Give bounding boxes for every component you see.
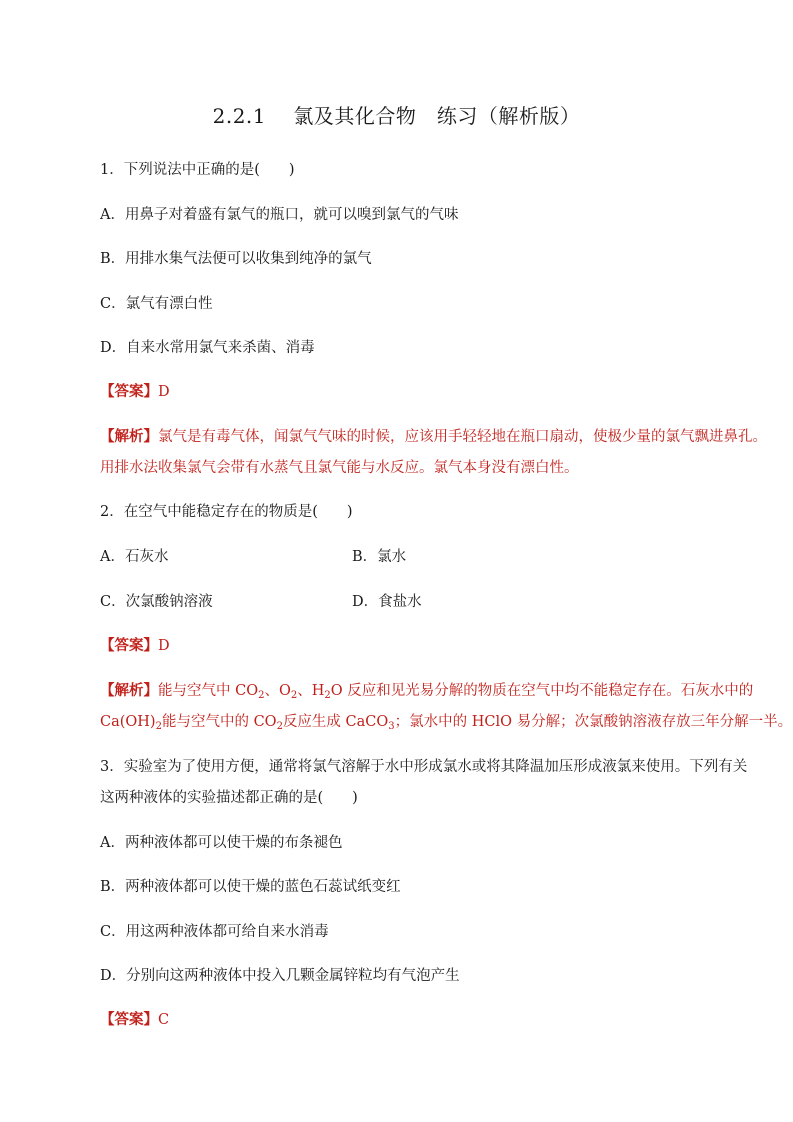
- q3-option-b: B．两种液体都可以使干燥的蓝色石蕊试纸变红: [100, 879, 401, 895]
- subscript: 2: [324, 690, 331, 701]
- answer-label: 【答案】: [100, 1011, 158, 1028]
- analysis-text: O 反应和见光易分解的物质在空气中均不能稳定存在。石灰水中的: [330, 683, 754, 699]
- page-title: 2.2.1 氯及其化合物 练习（解析版）: [212, 104, 581, 128]
- q3-answer: [100, 1008, 169, 1029]
- q2-stem: 2．在空气中能稳定存在的物质是( ): [100, 504, 353, 520]
- analysis-text: ；氯水中的 HClO 易分解；次氯酸钠溶液存放三年分解一半。: [394, 714, 793, 730]
- subscript: 2: [276, 721, 283, 732]
- analysis-text: 、H: [297, 683, 325, 699]
- q3-option-c: C．用这两种液体都可给自来水消毒: [100, 924, 329, 940]
- analysis-text: 能与空气中 CO: [158, 683, 259, 699]
- answer-value: D: [158, 638, 170, 654]
- answer-label: 【答案】: [100, 383, 158, 400]
- analysis-text: 反应生成 CaCO: [282, 714, 389, 730]
- q1-analysis-line-2: 用排水法收集氯气会带有水蒸气且氯气能与水反应。氯气本身没有漂白性。: [100, 460, 579, 476]
- q2-option-b: B．氯水: [352, 549, 407, 565]
- q3-option-d: D．分别向这两种液体中投入几颗金属锌粒均有气泡产生: [100, 968, 460, 984]
- q2-option-d: D．食盐水: [352, 594, 422, 610]
- q1-analysis-line-1: [100, 425, 767, 446]
- analysis-text: 、O: [264, 683, 291, 699]
- analysis-text: 氯气是有毒气体，闻氯气气味的时候，应该用手轻轻地在瓶口扇动，使极少量的氯气飘进鼻孔。: [158, 429, 767, 445]
- q1-option-c: C．氯气有漂白性: [100, 296, 213, 312]
- q3-stem-line-2: 这两种液体的实验描述都正确的是( ): [100, 790, 358, 806]
- subscript: 2: [155, 721, 162, 732]
- answer-label: 【答案】: [100, 637, 158, 654]
- q2-analysis-line-2: [100, 710, 792, 731]
- q1-option-d: D．自来水常用氯气来杀菌、消毒: [100, 340, 315, 356]
- q3-option-a: A．两种液体都可以使干燥的布条褪色: [100, 835, 343, 851]
- answer-value: C: [158, 1012, 170, 1028]
- q1-stem: 1．下列说法中正确的是( ): [100, 162, 295, 178]
- q1-option-b: B．用排水集气法便可以收集到纯净的氯气: [100, 251, 372, 267]
- answer-value: D: [158, 384, 170, 400]
- analysis-text: 能与空气中的 CO: [161, 714, 277, 730]
- q3-stem-line-1: 3．实验室为了使用方便，通常将氯气溶解于水中形成氯水或将其降温加压形成液氯来使用。下列有关: [100, 759, 748, 775]
- analysis-label: 【解析】: [100, 428, 158, 445]
- q2-answer: [100, 634, 170, 655]
- analysis-text: Ca(OH): [100, 714, 156, 730]
- q2-analysis-line-1: [100, 679, 753, 700]
- subscript: 2: [290, 690, 298, 701]
- analysis-label: 【解析】: [100, 682, 158, 699]
- subscript: 2: [258, 690, 265, 701]
- q1-option-a: A．用鼻子对着盛有氯气的瓶口，就可以嗅到氯气的气味: [100, 207, 459, 223]
- q2-option-c: C．次氯酸钠溶液: [100, 594, 213, 610]
- q1-answer: [100, 380, 170, 401]
- subscript: 3: [388, 721, 395, 732]
- q2-option-a: A．石灰水: [100, 549, 169, 565]
